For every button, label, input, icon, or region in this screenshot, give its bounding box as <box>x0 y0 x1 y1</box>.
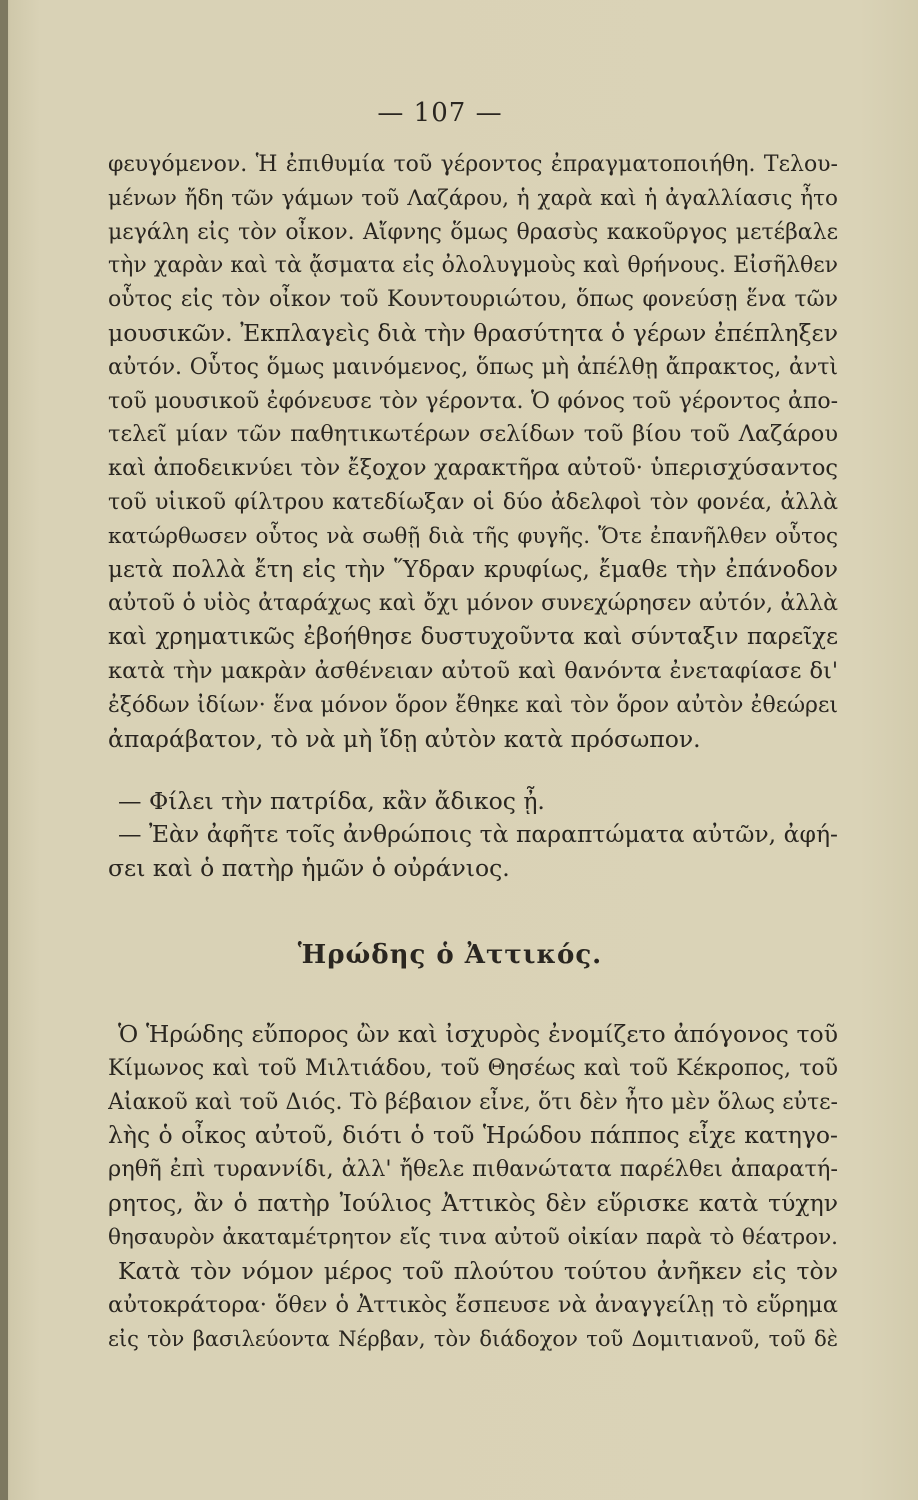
text-line: αὐτόν. Οὗτος ὅμως μαινόμενος, ὅπως μὴ ἀπέλθῃ ἄπρακτος, ἀντὶ <box>108 354 838 380</box>
text-line: κατὰ τὴν μακρὰν ἀσθένειαν αὐτοῦ καὶ θανόντα ἐνεταφίασε δι' <box>108 657 838 684</box>
text-line: τελεῖ μίαν τῶν παθητικωτέρων σελίδων τοῦ βίου τοῦ Λαζάρου <box>108 421 838 448</box>
text-line: οὗτος εἰς τὸν οἶκον τοῦ Κουντουριώτου, ὅπως φονεύσῃ ἕνα τῶν <box>108 287 838 313</box>
text-line: φευγόμενον. Ἡ ἐπιθυμία τοῦ γέροντος ἐπραγματοποιήθη. Τελου- <box>108 152 838 177</box>
section-title: Ἡρώδης ὁ Ἀττικός. <box>297 940 603 970</box>
text-line: τοῦ μουσικοῦ ἐφόνευσε τὸν γέροντα. Ὁ φόνος τοῦ γέροντος ἀπο- <box>108 388 838 414</box>
quote-line: — Φίλει τὴν πατρίδα, κἂν ἄδικος ᾖ. <box>118 787 545 815</box>
text-line: αὐτοῦ ὁ υἱὸς ἀταράχως καὶ ὄχι μόνον συνεχώρησεν αὐτόν, ἀλλὰ <box>108 591 838 617</box>
text-line: τὴν χαρὰν καὶ τὰ ᾄσματα εἰς ὀλολυγμοὺς καὶ θρήνους. Εἰσῆλθεν <box>108 253 838 279</box>
page-number: — 107 — <box>377 98 503 128</box>
text-line: ἐξόδων ἰδίων· ἕνα μόνον ὅρον ἔθηκε καὶ τὸν ὅρον αὐτὸν ἐθεώρει <box>108 692 838 718</box>
paragraph-3 <box>108 1255 838 1356</box>
text-line: κατώρθωσεν οὗτος νὰ σωθῇ διὰ τῆς φυγῆς. Ὅτε ἐπανῆλθεν οὗτος <box>108 523 838 549</box>
text-line: μουσικῶν. Ἐκπλαγεὶς διὰ τὴν θρασύτητα ὁ γέρων ἐπέπληξεν <box>108 318 838 347</box>
text-line: θησαυρὸν ἀκαταμέτρητον εἴς τινα αὐτοῦ οἰκίαν παρὰ τὸ θέατρον. <box>108 1224 838 1250</box>
text-line: λὴς ὁ οἶκος αὐτοῦ, διότι ὁ τοῦ Ἡρώδου πάππος εἶχε κατηγο- <box>108 1121 838 1150</box>
text-line: ρητος, ἂν ὁ πατὴρ Ἰούλιος Ἀττικὸς δὲν εὕρισκε κατὰ τύχην <box>108 1188 838 1217</box>
quote-2 <box>108 818 838 886</box>
text-line: μένων ἤδη τῶν γάμων τοῦ Λαζάρου, ἡ χαρὰ καὶ ἡ ἀγαλλίασις ἦτο <box>108 185 838 211</box>
text-line: τοῦ υἱικοῦ φίλτρου κατεδίωξαν οἱ δύο ἀδελφοὶ τὸν φονέα, ἀλλὰ <box>108 489 838 515</box>
text-line: Ὁ Ἡρώδης εὔπορος ὢν καὶ ἰσχυρὸς ἐνομίζετο ἀπόγονος τοῦ <box>118 1020 838 1048</box>
text-line: Αἰακοῦ καὶ τοῦ Διός. Τὸ βέβαιον εἶνε, ὅτι δὲν ἦτο μὲν ὅλως εὐτε- <box>108 1089 838 1115</box>
page-spine-edge <box>0 0 8 1500</box>
paragraph-2 <box>108 1018 838 1255</box>
text-line: ρηθῆ ἐπὶ τυραννίδι, ἀλλ' ἤθελε πιθανώτατα παρέλθει ἀπαρατή- <box>108 1156 838 1183</box>
quote-1 <box>108 785 838 819</box>
text-line: μετὰ πολλὰ ἔτη εἰς τὴν Ὕδραν κρυφίως, ἔμαθε τὴν ἐπάνοδον <box>108 556 838 583</box>
quote-line: — Ἐὰν ἀφῆτε τοῖς ἀνθρώποις τὰ παραπτώματα αὐτῶν, ἀφή- <box>118 820 838 848</box>
text-line: εἰς τὸν βασιλεύοντα Νέρβαν, τὸν διάδοχον τοῦ Δομιτιανοῦ, τοῦ δὲ <box>108 1326 838 1351</box>
paragraph-1 <box>108 148 838 756</box>
text-line: Κατὰ τὸν νόμον μέρος τοῦ πλούτου τούτου ἀνῆκεν εἰς τὸν <box>118 1257 838 1285</box>
text-line: καὶ χρηματικῶς ἐβοήθησε δυστυχοῦντα καὶ σύνταξιν παρεῖχε <box>108 624 838 651</box>
text-line: Κίμωνος καὶ τοῦ Μιλτιάδου, τοῦ Θησέως καὶ τοῦ Κέκροπος, τοῦ <box>108 1055 838 1081</box>
text-line: μεγάλη εἰς τὸν οἶκον. Αἴφνης ὅμως θρασὺς κακοῦργος μετέβαλε <box>108 219 838 245</box>
quote-line: σει καὶ ὁ πατὴρ ἡμῶν ὁ οὐράνιος. <box>108 853 510 882</box>
text-line: αὐτοκράτορα· ὅθεν ὁ Ἀττικὸς ἔσπευσε νὰ ἀναγγείλῃ τὸ εὕρημα <box>108 1291 838 1318</box>
text-line: ἀπαράβατον, τὸ νὰ μὴ ἴδῃ αὐτὸν κατὰ πρόσωπον. <box>108 724 701 753</box>
text-line: καὶ ἀποδεικνύει τὸν ἔξοχον χαρακτῆρα αὐτοῦ· ὑπερισχύσαντος <box>108 455 838 482</box>
